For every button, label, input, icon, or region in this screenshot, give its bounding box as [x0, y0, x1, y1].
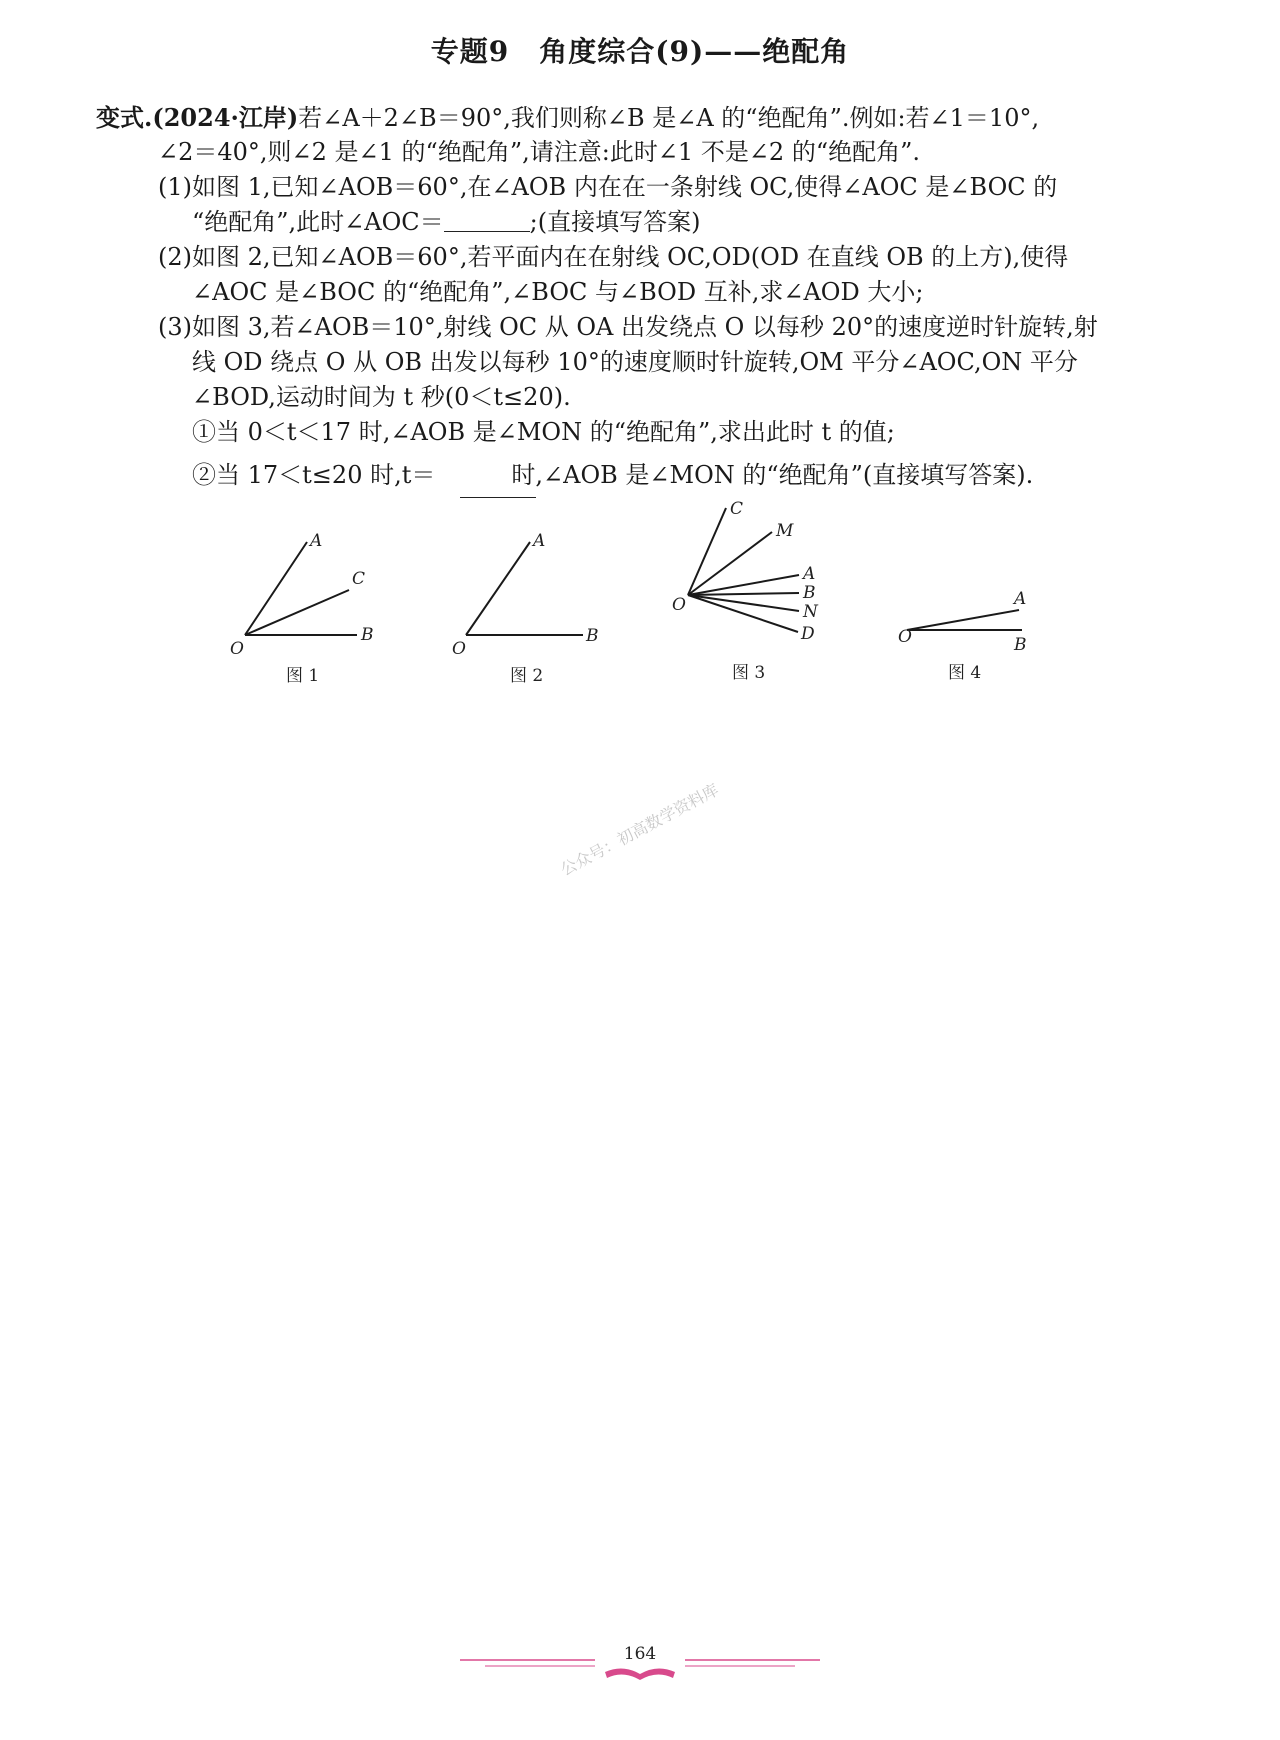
figures-row: [0, 500, 1280, 700]
label-o: O: [672, 595, 686, 615]
figure-4-caption: 图 4: [948, 663, 982, 683]
part-3-line-3: ∠BOD,运动时间为 t 秒(0＜t≤20).: [192, 383, 571, 411]
label-b: B: [1014, 635, 1027, 655]
part-1-line-2: [96, 205, 1176, 240]
answer-blank-1[interactable]: [444, 207, 530, 232]
problem-source: (2024·江岸): [152, 103, 299, 132]
label-b: B: [586, 626, 599, 646]
part-3-line-2: 线 OD 绕点 O 从 OB 出发以每秒 10°的速度顺时针旋转,OM 平分∠AOC,ON 平分: [192, 348, 1078, 376]
topic-number: 专题9: [430, 35, 510, 68]
label-b: B: [361, 625, 374, 645]
figure-2: [452, 531, 599, 686]
question-2: [96, 458, 1176, 493]
problem-intro-line-1: [96, 100, 1176, 135]
answer-blank-2-underline: [460, 497, 536, 498]
label-a: A: [803, 564, 816, 584]
label-m: M: [776, 521, 794, 541]
figure-3: [672, 500, 819, 683]
label-d: D: [801, 624, 815, 644]
page-title: [0, 30, 1280, 70]
part-2-line-1: (2)如图 2,已知∠AOB＝60°,若平面内在在射线 OC,OD(OD 在直线 OB 的上方),使得: [158, 243, 1069, 271]
ray-oa-fig2: [466, 542, 530, 635]
label-o: O: [898, 627, 912, 647]
label-o: O: [230, 639, 244, 659]
ray-oa-fig4: [907, 610, 1019, 630]
label-o: O: [452, 639, 466, 659]
label-c: C: [352, 569, 366, 589]
page-footer: [455, 1644, 825, 1688]
page-number: 164: [623, 1644, 657, 1664]
part-3-line-1: (3)如图 3,若∠AOB＝10°,射线 OC 从 OA 出发绕点 O 以每秒 20°的速度逆时针旋转,射: [158, 313, 1098, 341]
label-a: A: [1014, 589, 1027, 609]
label-b: B: [803, 583, 816, 603]
watermark: 公众号：初高数学资料库: [557, 780, 722, 880]
figure-2-caption: 图 2: [510, 666, 544, 686]
topic-title: 角度综合(9)——绝配角: [539, 35, 850, 68]
ray-oa-fig3: [688, 575, 799, 595]
ray-ob-fig3: [688, 593, 799, 595]
figure-4: [898, 589, 1027, 683]
part-1-text-a: “绝配角”,此时∠AOC＝: [192, 208, 444, 236]
ray-od-fig3: [688, 595, 798, 632]
ray-on-fig3: [688, 595, 799, 611]
ray-om-fig3: [688, 532, 772, 595]
figure-1-caption: 图 1: [286, 666, 320, 686]
intro-text-1: 若∠A＋2∠B＝90°,我们则称∠B 是∠A 的“绝配角”.例如:若∠1＝10°,: [298, 104, 1040, 132]
open-book-icon: [605, 1668, 675, 1680]
part-1-line-1: (1)如图 1,已知∠AOB＝60°,在∠AOB 内在在一条射线 OC,使得∠AOC 是∠BOC 的: [158, 173, 1058, 201]
question-2-text-a: ②当 17＜t≤20 时,t＝: [192, 461, 436, 489]
label-n: N: [803, 602, 818, 622]
problem-label: 变式.: [96, 103, 153, 132]
part-1-text-b: ;(直接填写答案): [529, 208, 701, 236]
figure-1: [230, 531, 374, 686]
question-1: ①当 0＜t＜17 时,∠AOB 是∠MON 的“绝配角”,求出此时 t 的值;: [192, 418, 895, 446]
label-c: C: [730, 500, 744, 519]
problem-intro-line-2: ∠2＝40°,则∠2 是∠1 的“绝配角”,请注意:此时∠1 不是∠2 的“绝配角”.: [158, 138, 920, 166]
label-a: A: [310, 531, 323, 551]
problem-text: [96, 100, 1176, 493]
part-2-line-2: ∠AOC 是∠BOC 的“绝配角”,∠BOC 与∠BOD 互补,求∠AOD 大小;: [192, 278, 924, 306]
figure-3-caption: 图 3: [732, 663, 766, 683]
figures-svg: [0, 500, 1280, 700]
label-a: A: [533, 531, 546, 551]
question-2-text-b: 时,∠AOB 是∠MON 的“绝配角”(直接填写答案).: [511, 461, 1034, 489]
